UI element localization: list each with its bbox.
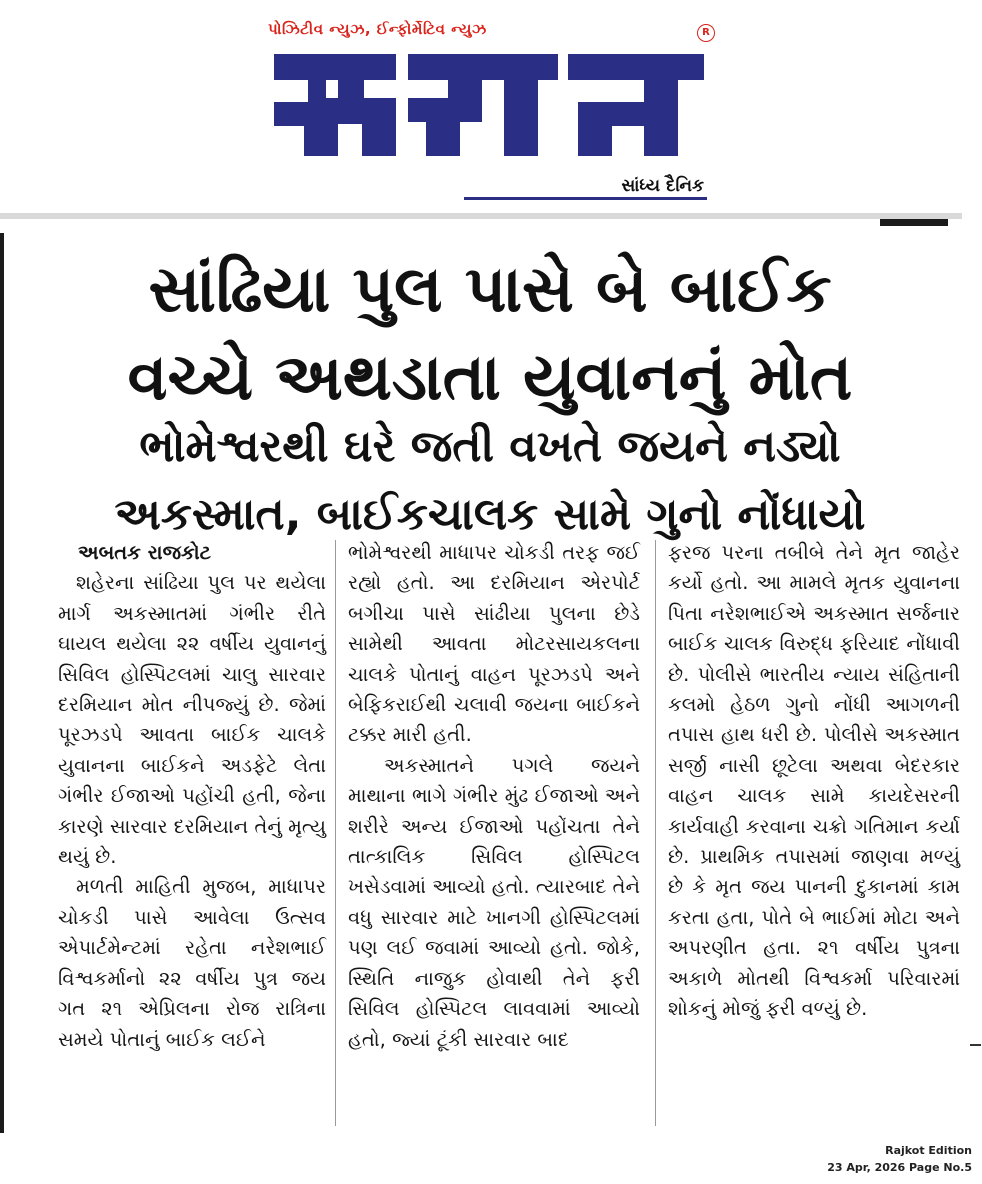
edition-date-page: 23 Apr, 2026 Page No.5: [827, 1161, 972, 1174]
headline-line: વચ્ચે અથડાતા યુવાનનું મોત: [127, 341, 853, 415]
article-column-2: [348, 538, 640, 1055]
registered-mark: R: [697, 24, 715, 42]
masthead-subtitle: સાંધ્ય દૈનિક: [621, 176, 704, 196]
abtak-logo: [268, 46, 708, 164]
column-divider: [335, 540, 336, 1126]
article-paragraph: મળતી માહિતી મુજબ, માધાપર ચોકડી પાસે આવેલા ઉત્સવ એપાર્ટમેન્ટમાં રહેતા નરેશભાઈ વિશ્વકર્માનો ૨૨ વર્ષીય પુત્ર જય ગત ૨૧ એપ્રિલના રોજ રાત્રિના સમયે પોતાનું બાઈક લઈને: [58, 875, 326, 1051]
article-paragraph: અકસ્માતને પગલે જયને માથાના ભાગે ગંભીર મુંઢ ઈજાઓ અને શરીરે અન્ય ઈજાઓ પહોંચતા તેને તાત્કાલિક સિવિલ હોસ્પિટલ ખસેડવામાં આવ્યો હતો. ત્યારબાદ તેને વધુ સારવાર માટે ખાનગી હોસ્પિટલમાં પણ લઈ જવામાં આવ્યો હતો. જોકે, સ્થિતિ નાજુક હોવાથી તેને ફરી સિવિલ હોસ્પિટલ લાવવામાં આવ્યો હતો, જ્યાં ટૂંકી સારવાર બાદ: [348, 753, 640, 1051]
article-paragraph: શહેરના સાંઢિયા પુલ પર થયેલા માર્ગ અકસ્માતમાં ગંભીર રીતે ઘાયલ થયેલા ૨૨ વર્ષીય યુવાનનું સિવિલ હોસ્પિટલમાં ચાલુ સારવાર દરમિયાન મોત નીપજ્યું છે. જેમાં પૂરઝડપે આવતા બાઈક ચાલકે યુવાનના બાઈકને અડફેટે લેતા ગંભીર ઈજાઓ પહોંચી હતી, જેના કારણે સારવાર દરમિયાન તેનું મૃત્યુ થયું છે.: [58, 571, 326, 869]
article-column-3: [668, 538, 960, 1025]
masthead-divider: [0, 213, 962, 219]
edition-name: Rajkot Edition: [885, 1144, 972, 1157]
subheadline-line: અકસ્માત, બાઈકચાલક સામે ગુનો નોંધાયો: [114, 489, 866, 540]
subheadline-line: ભોમેશ્વરથી ઘરે જતી વખતે જયને નડ્યો: [139, 421, 841, 472]
article-paragraph: ભોમેશ્વરથી માધાપર ચોકડી તરફ જઈ રહ્યો હતો. આ દરમિયાન એરપોર્ટ બગીચા પાસે સાંઢીયા પુલના છેડે સામેથી આવતા મોટરસાયકલના ચાલકે પોતાનું વાહન પૂરઝડપે અને બેફિકરાઈથી ચલાવી જયના બાઈકને ટક્કર મારી હતી.: [348, 541, 640, 747]
masthead-tagline: પોઝિટીવ ન્યુઝ, ઈન્ફોર્મેટિવ ન્યુઝ: [268, 20, 487, 38]
headline-line: સાંઢિયા પુલ પાસે બે બાઈક: [148, 253, 832, 327]
article-left-rule: [0, 233, 4, 1133]
edition-info: [827, 1142, 972, 1176]
masthead-divider-accent: [880, 219, 948, 226]
article-headline: [20, 246, 960, 422]
article-subheadline: [20, 413, 960, 549]
article-column-1: [58, 538, 326, 1055]
masthead-underline: [464, 197, 707, 200]
article-paragraph: ફરજ પરના તબીબે તેને મૃત જાહેર કર્યો હતો. આ મામલે મૃતક યુવાનના પિતા નરેશભાઈએ અકસ્માત સર્જનાર બાઈક ચાલક વિરુદ્ધ ફરિયાદ નોંધાવી છે. પોલીસે ભારતીય ન્યાય સંહિતાની કલમો હેઠળ ગુનો નોંધી આગળની તપાસ હાથ ધરી છે. પોલીસે અકસ્માત સર્જી નાસી છૂટેલા અથવા બેદરકાર વાહન ચાલક સામે કાયદેસરની કાર્યવાહી કરવાના ચક્રો ગતિમાન કર્યા છે. પ્રાથમિક તપાસમાં જાણવા મળ્યું છે કે મૃત જય પાનની દુકાનમાં કામ કરતા હતા, પોતે બે ભાઈમાં મોટા અને અપરણીત હતા. ૨૧ વર્ષીય પુત્રના અકાળે મોતથી વિશ્વકર્મા પરિવારમાં શોકનું મોજું ફરી વળ્યું છે.: [668, 541, 960, 1021]
column-divider: [655, 540, 656, 1126]
article-byline: અબતક રાજકોટ: [78, 541, 212, 564]
margin-tick: [970, 1044, 981, 1046]
